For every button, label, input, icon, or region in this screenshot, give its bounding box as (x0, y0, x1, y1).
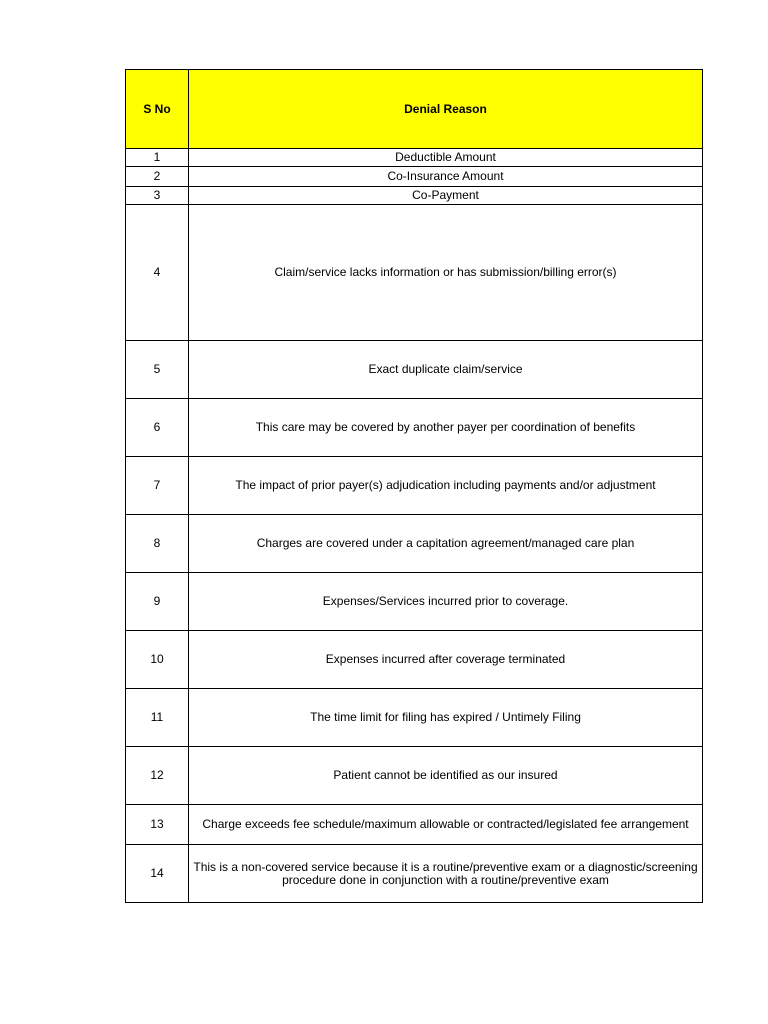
table-row (126, 573, 703, 631)
row-denial-reason: Expenses/Services incurred prior to coverage. (189, 573, 703, 631)
row-sno: 9 (126, 573, 189, 631)
row-denial-reason: Patient cannot be identified as our insured (189, 747, 703, 805)
table-row (126, 149, 703, 167)
header-denial-reason: Denial Reason (189, 70, 703, 149)
row-denial-reason: Charges are covered under a capitation agreement/managed care plan (189, 515, 703, 573)
row-sno: 8 (126, 515, 189, 573)
row-denial-reason: This is a non-covered service because it is a routine/preventive exam or a diagnostic/screening procedure done in conjunction with a routine/preventive exam (189, 845, 703, 903)
row-sno: 10 (126, 631, 189, 689)
row-denial-reason: Exact duplicate claim/service (189, 341, 703, 399)
row-sno: 7 (126, 457, 189, 515)
table-row (126, 187, 703, 205)
header-sno: S No (126, 70, 189, 149)
table-row (126, 805, 703, 845)
row-denial-reason: The time limit for filing has expired / Untimely Filing (189, 689, 703, 747)
row-denial-reason: Expenses incurred after coverage terminated (189, 631, 703, 689)
row-sno: 11 (126, 689, 189, 747)
denial-reasons-sheet (125, 69, 702, 903)
table-row (126, 515, 703, 573)
table-row (126, 399, 703, 457)
table-row (126, 341, 703, 399)
row-sno: 13 (126, 805, 189, 845)
row-denial-reason: Co-Insurance Amount (189, 167, 703, 187)
table-row (126, 689, 703, 747)
table-header-row (126, 70, 703, 149)
row-sno: 6 (126, 399, 189, 457)
row-sno: 14 (126, 845, 189, 903)
row-denial-reason: Claim/service lacks information or has submission/billing error(s) (189, 205, 703, 341)
table-row (126, 167, 703, 187)
table-row (126, 205, 703, 341)
row-denial-reason: Deductible Amount (189, 149, 703, 167)
table-row (126, 845, 703, 903)
row-sno: 2 (126, 167, 189, 187)
row-sno: 1 (126, 149, 189, 167)
row-denial-reason: Co-Payment (189, 187, 703, 205)
row-sno: 12 (126, 747, 189, 805)
table-row (126, 457, 703, 515)
table-row (126, 747, 703, 805)
row-denial-reason: The impact of prior payer(s) adjudication including payments and/or adjustment (189, 457, 703, 515)
denial-reasons-table (125, 69, 703, 903)
row-denial-reason: This care may be covered by another payer per coordination of benefits (189, 399, 703, 457)
table-row (126, 631, 703, 689)
row-sno: 4 (126, 205, 189, 341)
row-sno: 3 (126, 187, 189, 205)
row-sno: 5 (126, 341, 189, 399)
row-denial-reason: Charge exceeds fee schedule/maximum allowable or contracted/legislated fee arrangement (189, 805, 703, 845)
